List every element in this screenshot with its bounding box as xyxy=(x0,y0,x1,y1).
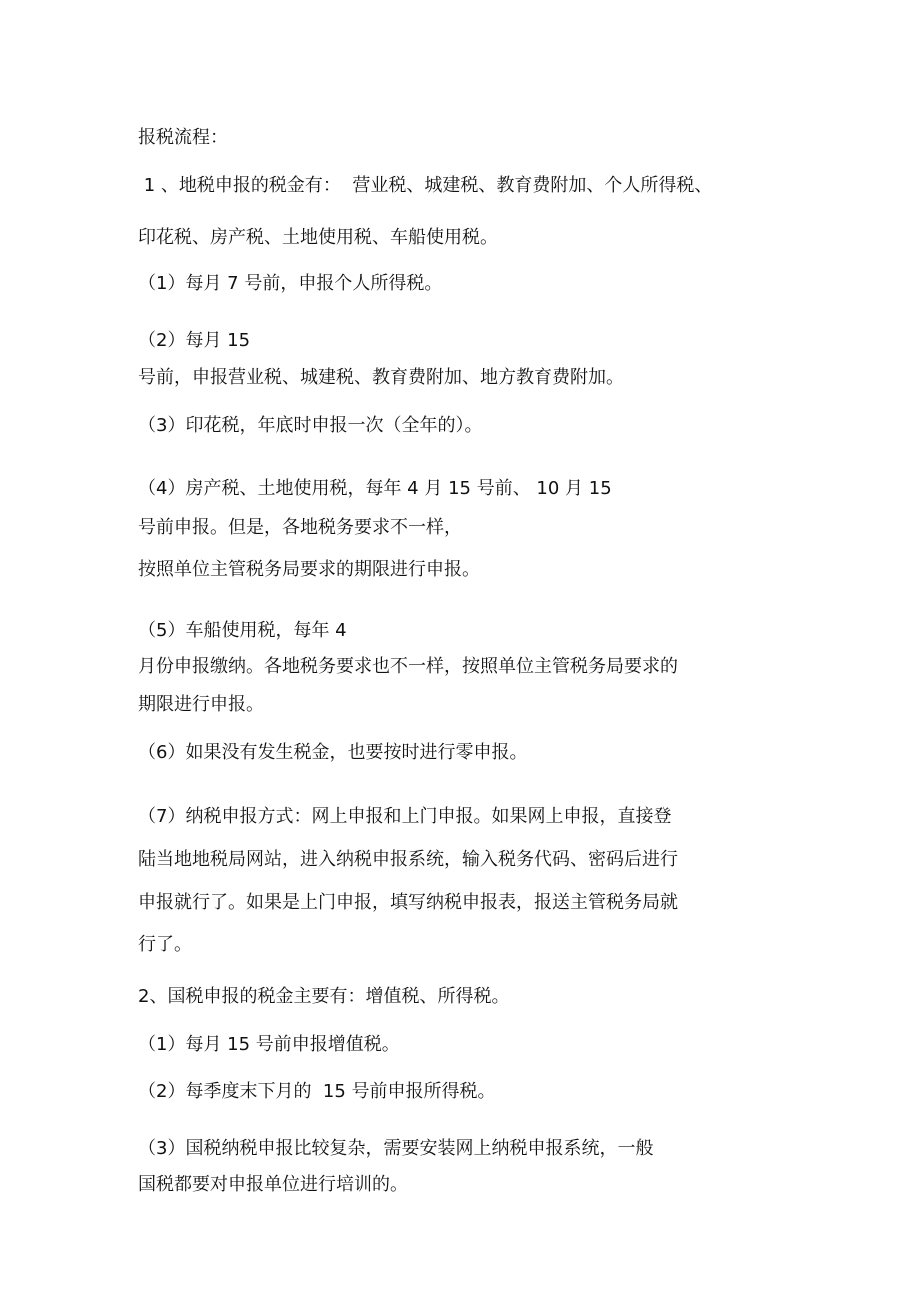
list-item: （1）每月 15 号前申报增值税。 xyxy=(138,1034,400,1055)
text-line: 期限进行申报。 xyxy=(138,694,264,715)
text-line: 按照单位主管税务局要求的期限进行申报。 xyxy=(138,559,480,580)
list-item: （3）印花税，年底时申报一次（全年的）。 xyxy=(138,415,483,436)
text-line: 国税都要对申报单位进行培训的。 xyxy=(138,1174,408,1195)
list-item: （1）每月 7 号前，申报个人所得税。 xyxy=(138,273,443,294)
list-item: （7）纳税申报方式：网上申报和上门申报。如果网上申报，直接登 xyxy=(138,806,672,827)
list-item: （2）每月 15 xyxy=(138,330,251,351)
text-line: 行了。 xyxy=(138,934,192,955)
text-line: 印花税、房产税、土地使用税、车船使用税。 xyxy=(138,227,498,248)
list-item: （4）房产税、土地使用税，每年 4 月 15 号前、 10 月 15 xyxy=(138,478,612,499)
list-item: （2）每季度末下月的 15 号前申报所得税。 xyxy=(138,1081,496,1102)
doc-title: 报税流程： xyxy=(138,127,228,148)
list-item: （5）车船使用税，每年 4 xyxy=(138,620,347,641)
section-1-heading: 1 、地税申报的税金有： 营业税、城建税、教育费附加、个人所得税、 xyxy=(138,175,713,196)
section-2-heading: 2、国税申报的税金主要有：增值税、所得税。 xyxy=(138,986,510,1007)
text-line: 陆当地地税局网站，进入纳税申报系统，输入税务代码、密码后进行 xyxy=(138,849,678,870)
text-line: 号前，申报营业税、城建税、教育费附加、地方教育费附加。 xyxy=(138,367,624,388)
text-line: 申报就行了。如果是上门申报，填写纳税申报表，报送主管税务局就 xyxy=(138,892,678,913)
list-item: （6）如果没有发生税金，也要按时进行零申报。 xyxy=(138,742,528,763)
list-item: （3）国税纳税申报比较复杂，需要安装网上纳税申报系统，一般 xyxy=(138,1138,654,1159)
text-line: 月份申报缴纳。各地税务要求也不一样，按照单位主管税务局要求的 xyxy=(138,656,678,677)
text-line: 号前申报。但是，各地税务要求不一样， xyxy=(138,517,462,538)
